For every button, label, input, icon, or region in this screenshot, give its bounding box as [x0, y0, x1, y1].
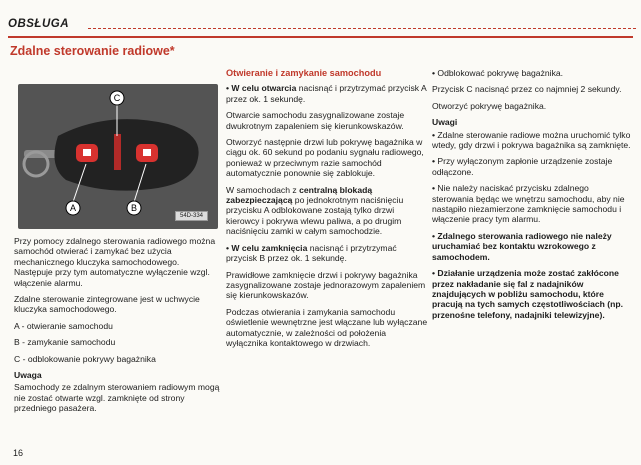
column-1 [14, 236, 220, 420]
figure-code: 54D-334 [175, 211, 208, 221]
open-signal-paragraph: Otwarcie samochodu zasygnalizowane zostaje dwukrotnym zapaleniem się kierunkowskazów. [226, 110, 405, 131]
note-paragraph: Samochody ze zdalnym sterowaniem radiowym mogą nie zostać otwarte wzgl. zamknięte od strony przedniego pasażera. [14, 382, 220, 414]
open-lead: W celu otwarcia [231, 83, 297, 94]
note-5: • Działanie urządzenia może zostać zakłócone przez nakładanie się fal z nadajników znajdujących w pobliżu samochodu, które pracują na tych samych częstotliwościach (np. przenośne telefony, nadajniki telewizyjne). [432, 268, 632, 320]
unlock-icon [143, 149, 151, 156]
note-heading: Uwaga [14, 370, 42, 381]
header-dash-rule [88, 28, 636, 29]
section-header: OBSŁUGA [8, 18, 69, 30]
close-lead: W celu zamknięcia [231, 242, 308, 253]
column-3 [432, 68, 632, 326]
trunk-button-paragraph: Przycisk C nacisnąć przez co najmniej 2 sekundy. [432, 84, 622, 95]
note-1: • Zdalne sterowanie radiowe można uruchomić tylko wtedy, gdy drzwi i pokrywa bagażnika są zamknięte. [432, 130, 632, 151]
callout-c-label: C [113, 93, 121, 103]
open-timeout-paragraph: Otworzyć następnie drzwi lub pokrywę bagażnika w ciągu ok. 60 sekund po podaniu sygnału radiowego, ponieważ w przeciwnym razie samochód automatycznie ponownie się zablokuje. [226, 137, 424, 179]
interior-light-paragraph: Podczas otwierania i zamykania samochodu oświetlenie wewnętrzne jest włączane lub wyłączane automatycznie, w zależności od położenia wyłącznika kontaktowego w drzwiach. [226, 306, 428, 348]
close-instruction [226, 243, 428, 264]
key-remote-figure [18, 84, 218, 229]
legend-a: A - otwieranie samochodu [14, 320, 113, 331]
column-2 [226, 68, 428, 354]
section-title: Zdalne sterowanie radiowe* [10, 44, 175, 58]
integration-paragraph: Zdalne sterowanie zintegrowane jest w uchwycie kluczyka samochodowego. [14, 294, 200, 315]
intro-paragraph: Przy pomocy zdalnego sterowania radiowego można samochód otwierać i zamykać bez użycia mechanicznego kluczyka samochodowego. Następuje przy tym automatyczne wyłączenie wzgl. włączenie alarmu. [14, 236, 216, 288]
note-4: • Zdalnego sterowania radiowego nie należy uruchamiać bez kontaktu wzrokowego z samochodem. [432, 231, 632, 262]
key-icon [114, 134, 121, 170]
lock-icon [83, 149, 91, 156]
notes-heading: Uwagi [432, 117, 458, 128]
page-number: 16 [13, 448, 24, 458]
legend-b: B - zamykanie samochodu [14, 337, 116, 348]
open-instruction [226, 83, 428, 104]
central-lock-bold: centralną blokadą zabezpieczającą [226, 184, 373, 206]
note-2: • Przy wyłączonym zapłonie urządzenie zostaje odłączone. [432, 156, 632, 177]
close-text: nacisnąć i przytrzymać przycisk B przez ok. 1 sekundę. [226, 242, 397, 264]
callout-a-label: A [69, 203, 77, 213]
trunk-open-paragraph: Otworzyć pokrywę bagażnika. [432, 100, 547, 111]
legend-c: C - odblokowanie pokrywy bagażnika [14, 353, 156, 364]
central-lock-lead: W samochodach z [226, 184, 300, 195]
central-lock-paragraph [226, 185, 428, 237]
header-rule [8, 36, 633, 38]
close-signal-paragraph: Prawidłowe zamknięcie drzwi i pokrywy bagażnika zasygnalizowane zostaje jednorazowym zapaleniem się kierunkowskazów. [226, 269, 426, 301]
callout-b-label: B [130, 203, 138, 213]
trunk-step: • Odblokować pokrywę bagażnika. [432, 68, 632, 78]
open-text: nacisnąć i przytrzymać przycisk A przez ok. 1 sekundę. [226, 83, 427, 104]
column-title: Otwieranie i zamykanie samochodu [226, 68, 382, 78]
central-lock-text: po jednokrotnym naciśnięciu przycisku A odblokowane zostają tylko drzwi kierowcy i pokrywa wlewu paliwa, a po drugim naciśnięciu zamki w całym samochodzie. [226, 195, 404, 237]
key-remote-illustration [18, 84, 218, 229]
note-3: • Nie należy naciskać przycisku zdalnego sterowania będąc we wnętrzu samochodu, aby nie nastąpiło niezamierzone zamknięcie samochodu i włączenie pracy tym alarmu. [432, 183, 632, 225]
